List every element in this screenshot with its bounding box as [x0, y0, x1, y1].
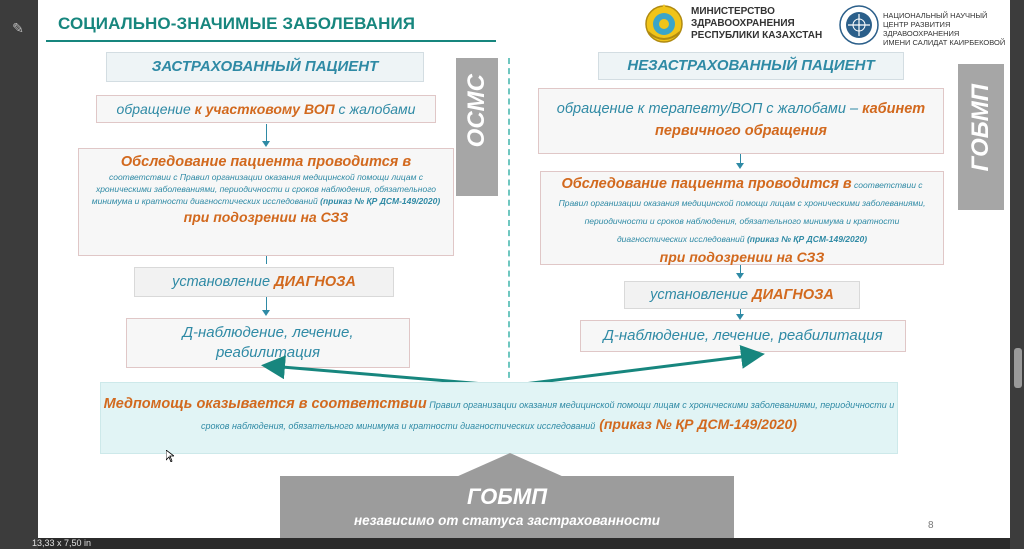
- slide-title: СОЦИАЛЬНО-ЗНАЧИМЫЕ ЗАБОЛЕВАНИЯ: [58, 14, 416, 33]
- medical-care-basis-box: Медпомощь оказывается в соответствии Правил организации оказания медицинской помощи лицам с хроническими заболеваниями, периодичности и сроков наблюдения, обязательного минимума и кратности диагностических исследований (приказ № ҚР ДСМ-149/2020): [100, 382, 898, 454]
- gobmp-subtitle: независимо от статуса застрахованности: [353, 513, 661, 528]
- viewer-scrollbar[interactable]: [1010, 0, 1024, 549]
- viewer-left-toolbar: [0, 0, 38, 549]
- left-arrow-2: [266, 256, 267, 264]
- left-diagnosis-box: установление ДИАГНОЗА: [134, 267, 394, 297]
- column-divider: [508, 58, 510, 388]
- kazakhstan-emblem-icon: [644, 2, 684, 48]
- title-underline: [46, 40, 496, 42]
- osms-badge: ОСМС: [456, 58, 498, 196]
- left-exam-box: Обследование пациента проводится в соответствии с Правил организации оказания медицинской помощи лицам с хроническими заболеваниями, периодичности и сроков наблюдения, обязательного минимума и кратности диагностических исследований (приказ № ҚР ДСМ-149/2020) при подозрении на СЗЗ: [78, 148, 454, 256]
- gobmp-title: ГОБМП: [466, 484, 548, 509]
- right-arrowhead-1: [736, 163, 744, 169]
- left-arrow-1: [266, 124, 267, 142]
- right-diagnosis-box: установление ДИАГНОЗА: [624, 281, 860, 309]
- left-appeal-box: обращение к участковому ВОП с жалобами: [96, 95, 436, 123]
- left-arrowhead-3: [262, 310, 270, 316]
- uninsured-patient-header: НЕЗАСТРАХОВАННЫЙ ПАЦИЕНТ: [598, 52, 904, 80]
- gobmp-side-badge: ГОБМП: [958, 64, 1004, 210]
- mouse-cursor-icon: [166, 450, 174, 462]
- left-arrow-3: [266, 297, 267, 311]
- right-exam-box: Обследование пациента проводится в соответствии с Правил организации оказания медицинской помощи лицам с хроническими заболеваниями, периодичности и сроков наблюдения, обязательного минимума и кратности диагностических исследований (приказ № ҚР ДСМ-149/2020) при подозрении на СЗЗ: [540, 171, 944, 265]
- gobmp-up-arrow: [456, 453, 564, 477]
- slide-canvas: [38, 0, 1010, 538]
- health-center-name: НАЦИОНАЛЬНЫЙ НАУЧНЫЙ ЦЕНТР РАЗВИТИЯ ЗДРАВООХРАНЕНИЯ ИМЕНИ САЛИДАТ КАИРБЕКОВОЙ: [883, 11, 1006, 47]
- gobmp-box: [280, 476, 734, 538]
- pencil-icon[interactable]: ✎: [12, 20, 24, 36]
- health-center-logo-icon: [838, 4, 880, 46]
- insured-patient-header: ЗАСТРАХОВАННЫЙ ПАЦИЕНТ: [106, 52, 424, 82]
- slide-size-readout: 13,33 x 7,50 in: [32, 538, 92, 548]
- ministry-name: МИНИСТЕРСТВО ЗДРАВООХРАНЕНИЯ РЕСПУБЛИКИ КАЗАХСТАН: [691, 6, 823, 41]
- right-followup-box: Д-наблюдение, лечение, реабилитация: [580, 320, 906, 352]
- page-number: 8: [928, 520, 934, 531]
- right-arrowhead-2: [736, 273, 744, 279]
- left-followup-box: Д-наблюдение, лечение, реабилитация: [126, 318, 410, 368]
- scrollbar-thumb[interactable]: [1014, 348, 1022, 388]
- left-arrowhead-1: [262, 141, 270, 147]
- right-appeal-box: обращение к терапевту/ВОП с жалобами – кабинет первичного обращения: [538, 88, 944, 154]
